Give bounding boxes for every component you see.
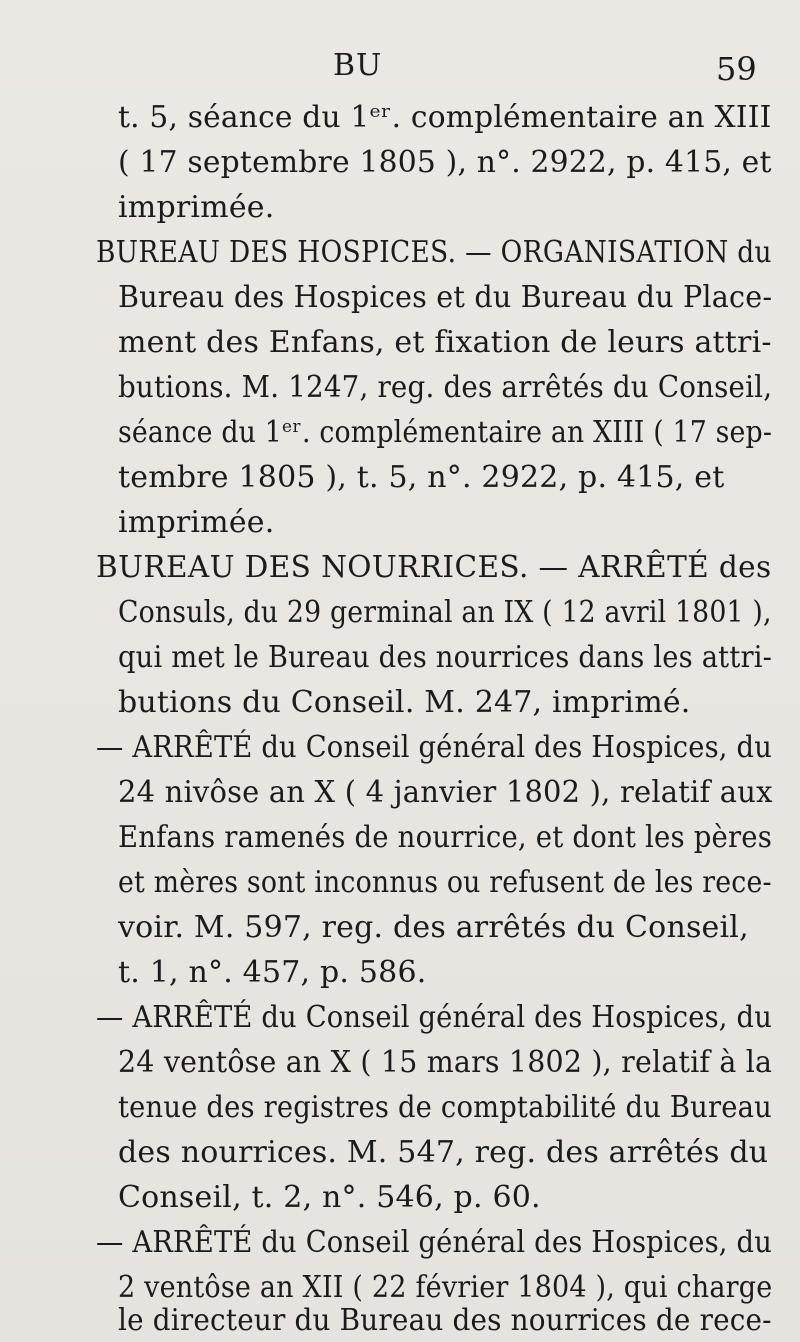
text-line: et mères sont inconnus ou refusent de les rece- [118, 865, 772, 900]
text-line: — ARRÊTÉ du Conseil général des Hospices, du [96, 1225, 773, 1260]
text-line: 24 nivôse an X ( 4 janvier 1802 ), relatif aux [118, 775, 773, 810]
page-number: 59 [716, 50, 757, 88]
text-line: tenue des registres de comptabilité du Bureau [118, 1090, 772, 1125]
text-line: butions. M. 1247, reg. des arrêtés du Conseil, [118, 370, 773, 405]
text-line: ( 17 septembre 1805 ), n°. 2922, p. 415, et [118, 145, 772, 180]
text-line: 24 ventôse an X ( 15 mars 1802 ), relatif à la [118, 1045, 773, 1080]
text-line: — ARRÊTÉ du Conseil général des Hospices, du [96, 730, 773, 765]
text-line: — ARRÊTÉ du Conseil général des Hospices, du [96, 1000, 773, 1035]
text-line: des nourrices. M. 547, reg. des arrêtés du [118, 1135, 769, 1170]
text-line: imprimée. [118, 505, 275, 540]
running-head [0, 48, 800, 88]
text-line: séance du 1ᵉʳ. complémentaire an XIII ( 17 sep- [118, 415, 773, 450]
running-head-title: BU [333, 48, 383, 83]
text-line: butions du Conseil. M. 247, imprimé. [118, 685, 691, 720]
text-line: Enfans ramenés de nourrice, et dont les pères [118, 820, 773, 855]
text-line: 2 ventôse an XII ( 22 février 1804 ), qui charge [118, 1270, 773, 1305]
text-line: imprimée. [118, 190, 275, 225]
text-line: t. 1, n°. 457, p. 586. [118, 955, 427, 990]
text-line: le directeur du Bureau des nourrices de rece- [118, 1303, 772, 1338]
text-line: Consuls, du 29 germinal an IX ( 12 avril 1801 ), [118, 595, 772, 630]
text-line: t. 5, séance du 1ᵉʳ. complémentaire an XIII [118, 100, 772, 135]
entry-heading-line: BUREAU DES NOURRICES. — ARRÊTÉ des [96, 550, 772, 585]
text-line: qui met le Bureau des nourrices dans les attri- [118, 640, 773, 675]
text-line: Bureau des Hospices et du Bureau du Place- [118, 280, 773, 315]
text-line: ment des Enfans, et fixation de leurs attri- [118, 325, 772, 360]
text-line: voir. M. 597, reg. des arrêtés du Conseil, [118, 910, 749, 945]
text-line: tembre 1805 ), t. 5, n°. 2922, p. 415, et [118, 460, 725, 495]
entry-heading-line: BUREAU DES HOSPICES. — ORGANISATION du [96, 235, 772, 270]
text-line: Conseil, t. 2, n°. 546, p. 60. [118, 1180, 541, 1215]
